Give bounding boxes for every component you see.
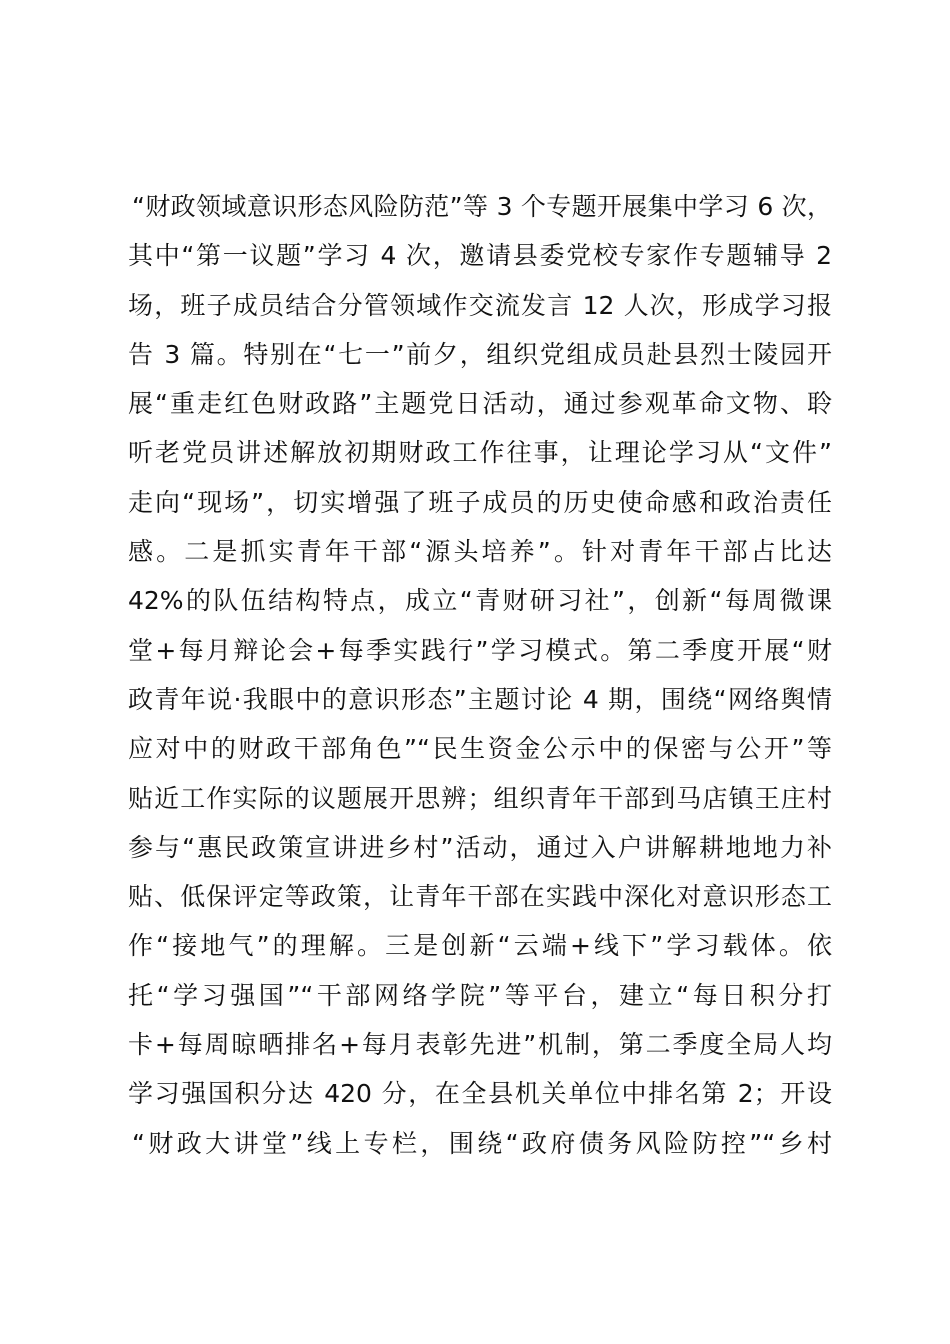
text-line: 走向“现场”，切实增强了班子成员的历史使命感和政治责任: [128, 487, 832, 517]
text-line: 展“重走红色财政路”主题党日活动，通过参观革命文物、聆: [128, 389, 832, 419]
text-line: “财政大讲堂”线上专栏，围绕“政府债务风险防控”“乡村: [132, 1128, 832, 1158]
text-line: 其中“第一议题”学习 4 次，邀请县委党校专家作专题辅导 2: [128, 241, 832, 271]
text-line: 卡+每周晾晒排名+每月表彰先进”机制，第二季度全局人均: [128, 1030, 832, 1060]
text-line: 感。二是抓实青年干部“源头培养”。针对青年干部占比达: [128, 537, 832, 567]
text-line: 告 3 篇。特别在“七一”前夕，组织党组成员赴县烈士陵园开: [128, 339, 832, 369]
body-paragraph: [128, 182, 848, 1168]
text-line: 贴、低保评定等政策，让青年干部在实践中深化对意识形态工: [128, 882, 832, 912]
text-line: 作“接地气”的理解。三是创新“云端+线下”学习载体。依: [128, 931, 832, 961]
text-line: 应对中的财政干部角色”“民生资金公示中的保密与公开”等: [128, 734, 832, 764]
text-line: 托“学习强国”“干部网络学院”等平台，建立“每日积分打: [128, 980, 832, 1010]
text-line: 场，班子成员结合分管领域作交流发言 12 人次，形成学习报: [128, 290, 832, 320]
text-line: 堂+每月辩论会+每季实践行”学习模式。第二季度开展“财: [128, 635, 832, 665]
text-line: 贴近工作实际的议题展开思辨；组织青年干部到马店镇王庄村: [128, 783, 832, 813]
text-line: 政青年说·我眼中的意识形态”主题讨论 4 期，围绕“网络舆情: [128, 684, 832, 714]
text-line: 参与“惠民政策宣讲进乡村”活动，通过入户讲解耕地地力补: [128, 832, 832, 862]
text-line: 学习强国积分达 420 分，在全县机关单位中排名第 2；开设: [128, 1079, 832, 1109]
text-line: 听老党员讲述解放初期财政工作往事，让理论学习从“文件”: [128, 438, 832, 468]
text-line: 42%的队伍结构特点，成立“青财研习社”，创新“每周微课: [128, 586, 832, 616]
text-line: “财政领域意识形态风险防范”等 3 个专题开展集中学习 6 次，: [132, 192, 832, 221]
